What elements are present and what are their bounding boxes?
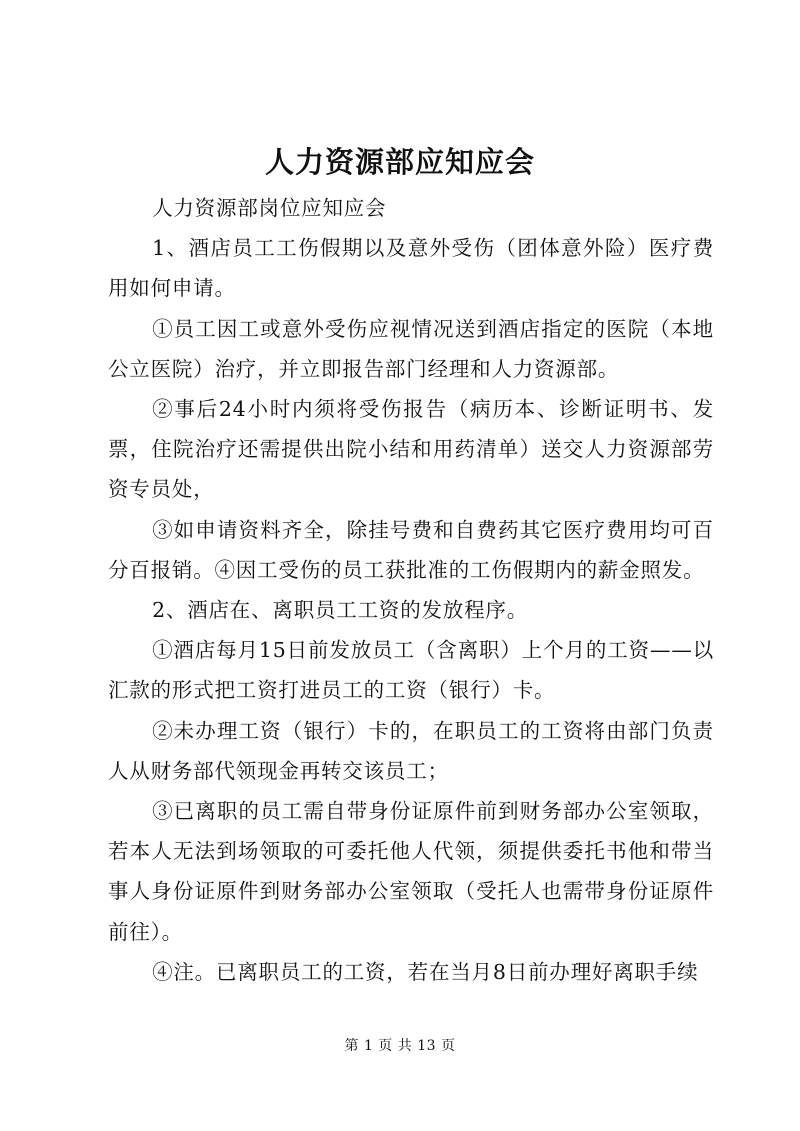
paragraph-item-2-step-3: ③已离职的员工需自带身份证原件前到财务部办公室领取，若本人无法到场领取的可委托他人代领，须提供委托书他和带当事人身份证原件到财务部办公室领取（受托人也需带身份证原件前往）。 xyxy=(108,799,714,944)
page-number-footer: 第 1 页 共 13 页 xyxy=(344,1038,456,1054)
document-body xyxy=(108,188,714,992)
paragraph-item-2-step-1: ①酒店每月15日前发放员工（含离职）上个月的工资——以汇款的形式把工资打进员工的工资（银行）卡。 xyxy=(108,638,714,703)
paragraph-subtitle: 人力资源部岗位应知应会 xyxy=(152,196,387,220)
paragraph-item-1-step-2: ②事后24小时内须将受伤报告（病历本、诊断证明书、发票，住院治疗还需提供出院小结和用药清单）送交人力资源部劳资专员处， xyxy=(108,397,714,502)
paragraph-item-1: 1、酒店员工工伤假期以及意外受伤（团体意外险）医疗费用如何申请。 xyxy=(108,236,714,301)
paragraph-item-2-step-2: ②未办理工资（银行）卡的，在职员工的工资将由部门负责人从财务部代领现金再转交该员工； xyxy=(108,718,714,783)
paragraph-item-2: 2、酒店在、离职员工工资的发放程序。 xyxy=(152,598,529,623)
document-title: 人力资源部应知应会 xyxy=(264,145,535,179)
paragraph-item-2-step-4: ④注。已离职员工的工资，若在当月8日前办理好离职手续 xyxy=(152,959,699,984)
paragraph-item-1-step-3-4: ③如申请资料齐全，除挂号费和自费药其它医疗费用均可百分百报销。④因工受伤的员工获批准的工伤假期内的薪金照发。 xyxy=(108,517,714,582)
paragraph-item-1-step-1: ①员工因工或意外受伤应视情况送到酒店指定的医院（本地公立医院）治疗，并立即报告部门经理和人力资源部。 xyxy=(108,316,714,381)
